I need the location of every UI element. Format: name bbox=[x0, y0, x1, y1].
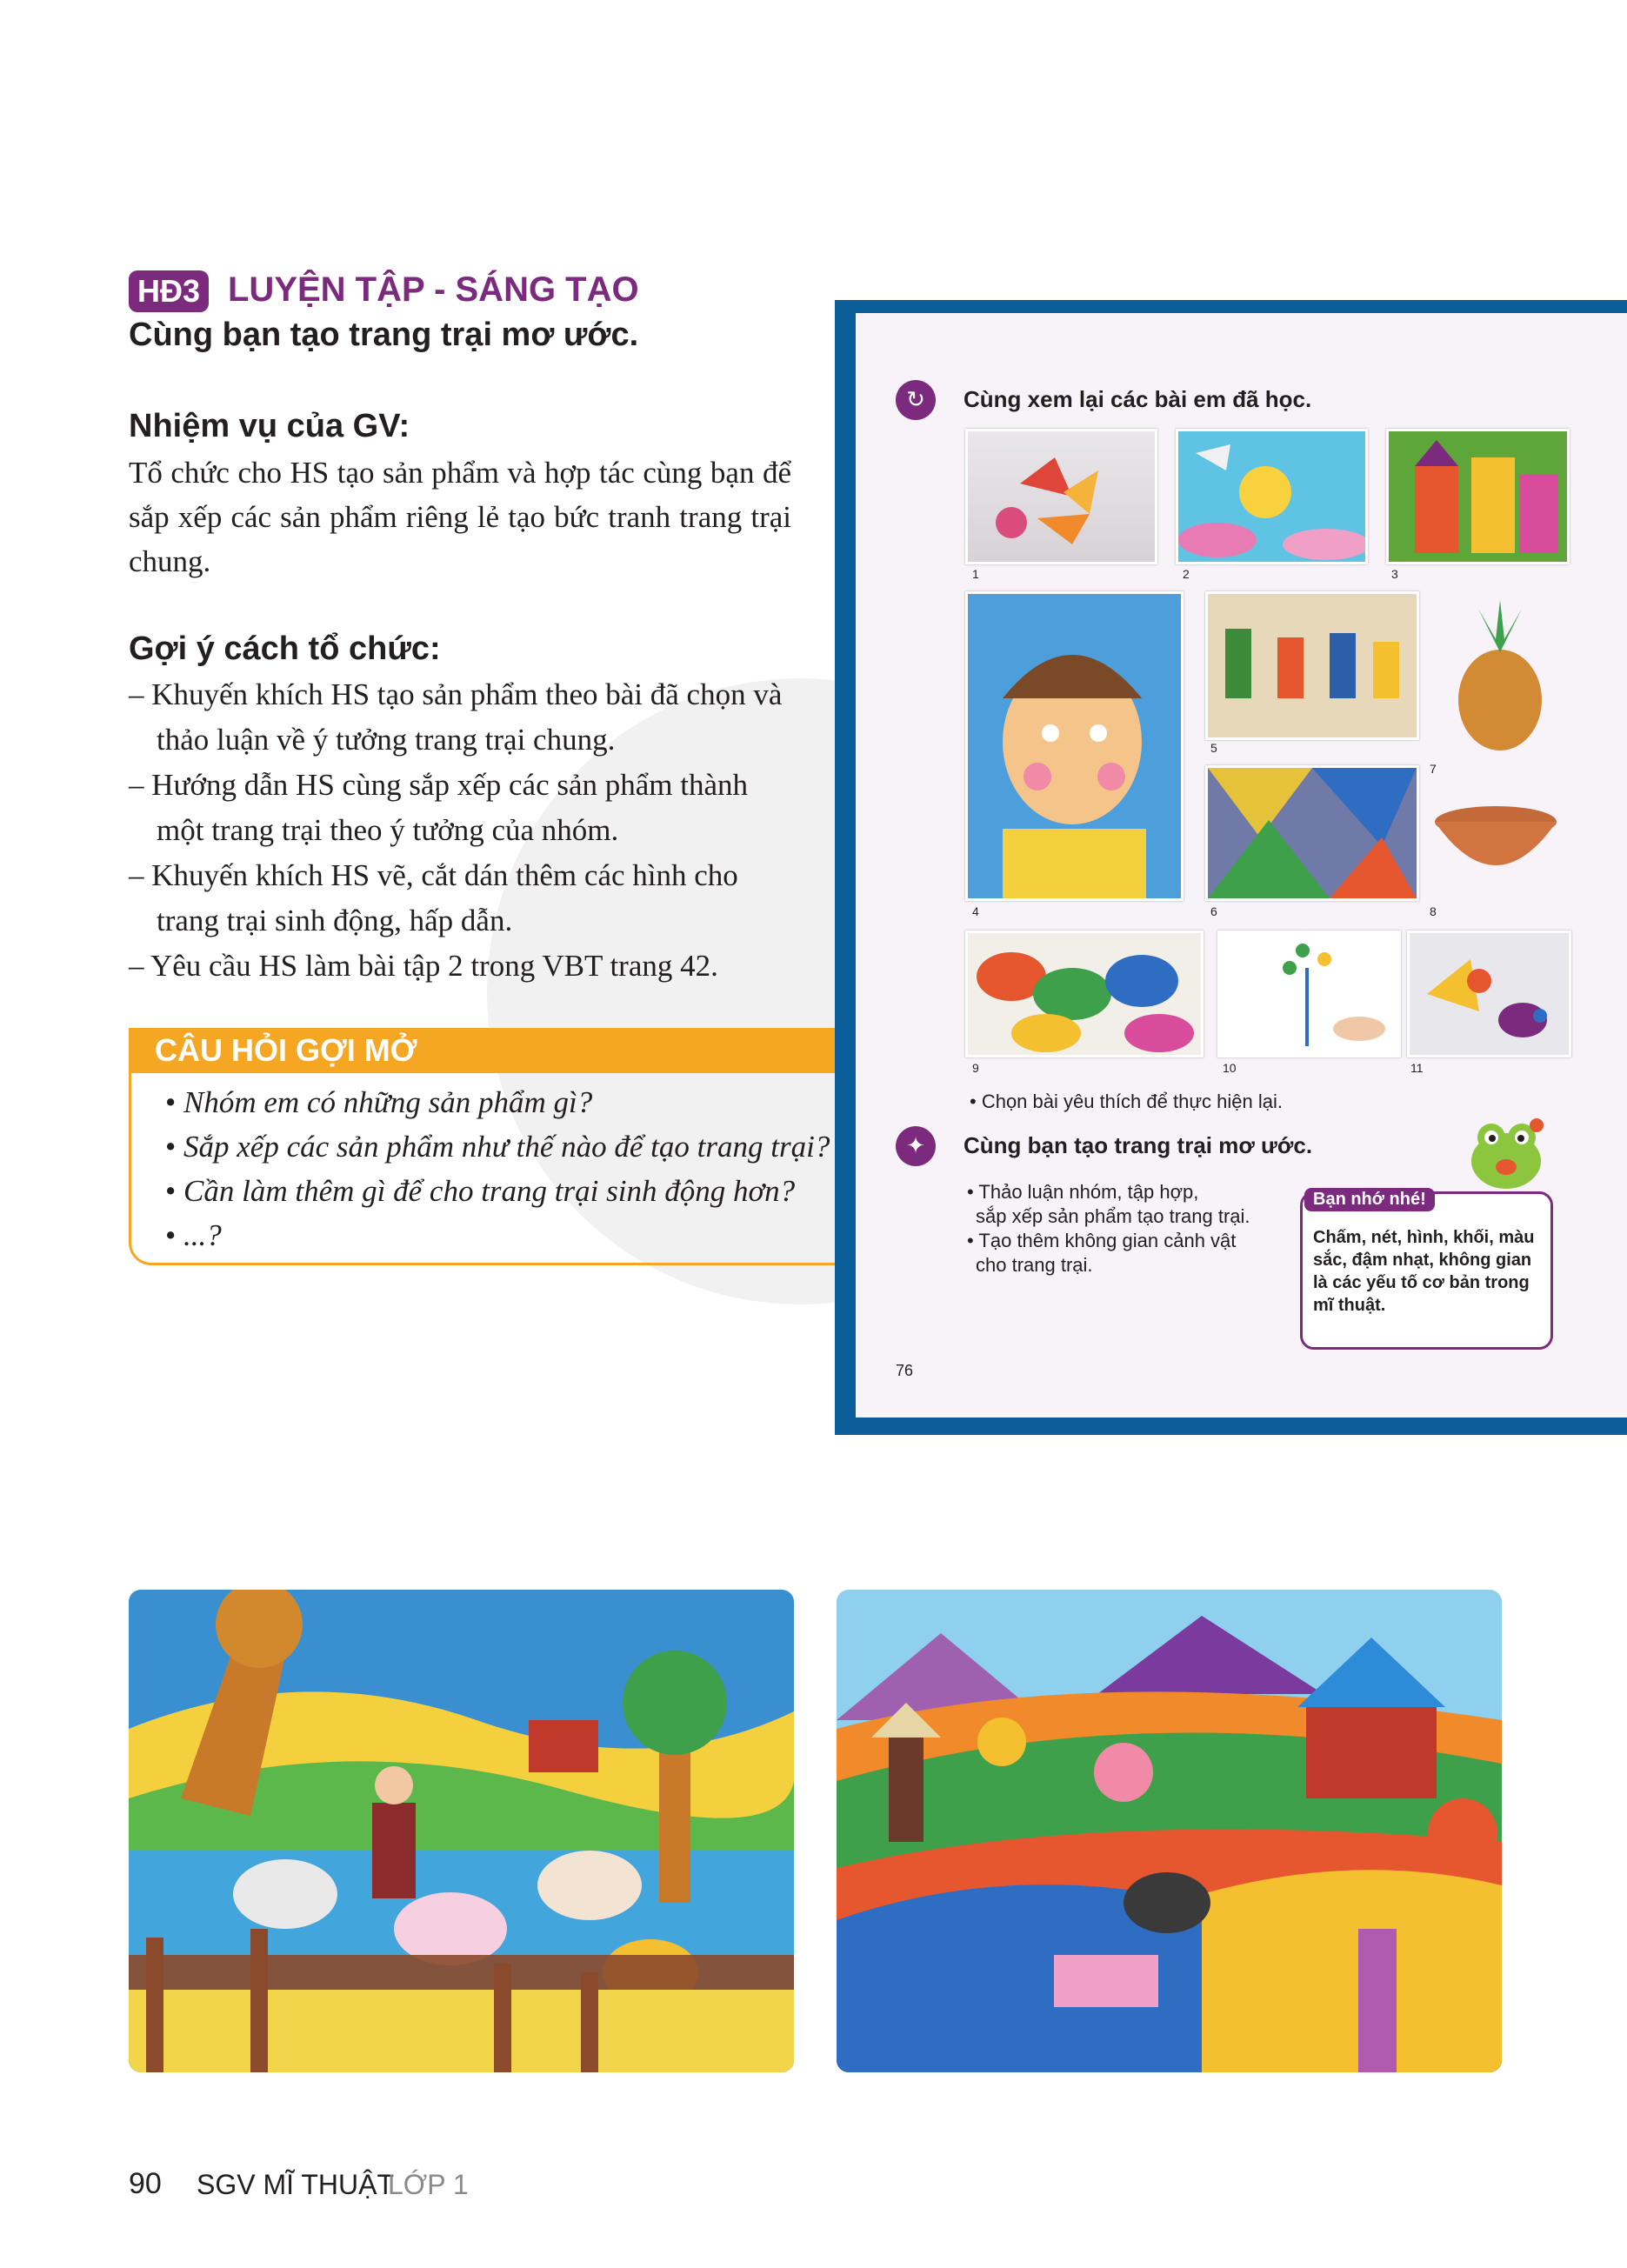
farm-section-title: Cùng bạn tạo trang trại mơ ước. bbox=[964, 1132, 1313, 1158]
suggestion-item: – Khuyến khích HS tạo sản phẩm theo bài đã chọn và thảo luận về ý tưởng trang trại chung. bbox=[129, 677, 783, 757]
instruction-line: sắp xếp sản phẩm tạo trang trại. bbox=[976, 1205, 1250, 1227]
frog-mascot-icon bbox=[1465, 1113, 1548, 1191]
suggestion-item: – Khuyến khích HS vẽ, cắt dán thêm các hình cho trang trại sinh động, hấp dẫn. bbox=[129, 858, 738, 937]
suggestions-heading: Gợi ý cách tổ chức: bbox=[129, 630, 441, 667]
artwork-thumbnail bbox=[1176, 429, 1368, 564]
thumb-number: 9 bbox=[972, 1061, 979, 1075]
artwork-thumbnail bbox=[965, 591, 1184, 901]
textbook-page-number: 76 bbox=[896, 1362, 914, 1379]
thumb-number: 6 bbox=[1210, 904, 1217, 918]
review-title: Cùng xem lại các bài em đã học. bbox=[964, 386, 1312, 412]
thumb-number: 4 bbox=[972, 904, 979, 918]
question-item: • Sắp xếp các sản phẩm như thế nào để tạo trang trại? bbox=[165, 1124, 830, 1169]
note-text: Chấm, nét, hình, khối, màu sắc, đậm nhạt, không gian là các yếu tố cơ bản trong mĩ thuật. bbox=[1313, 1228, 1535, 1315]
farm-painting-house bbox=[837, 1590, 1502, 2072]
footer-grade: LỚP 1 bbox=[388, 2169, 469, 2200]
farm-painting-sheep bbox=[129, 1590, 794, 2072]
artwork-thumbnail bbox=[1386, 429, 1570, 564]
thumb-number: 3 bbox=[1391, 567, 1398, 581]
question-item: • Cần làm thêm gì để cho trang trại sinh động hơn? bbox=[165, 1169, 830, 1213]
artwork-thumbnail bbox=[1205, 765, 1419, 901]
artwork-thumbnail bbox=[1426, 787, 1565, 896]
artwork-thumbnail bbox=[1407, 931, 1571, 1057]
thumb-number: 5 bbox=[1210, 741, 1217, 755]
thumb-number: 7 bbox=[1430, 762, 1437, 776]
activity-badge: HĐ3 bbox=[129, 270, 209, 312]
artwork-thumbnail bbox=[1205, 591, 1419, 740]
lightbulb-icon: ✦ bbox=[896, 1126, 936, 1166]
footer-book-title: SGV MĨ THUẬT bbox=[197, 2169, 394, 2200]
artwork-thumbnail bbox=[965, 429, 1157, 564]
suggestion-item: – Hướng dẫn HS cùng sắp xếp các sản phẩm thành một trang trại theo ý tưởng của nhóm. bbox=[129, 768, 749, 847]
choose-caption: • Chọn bài yêu thích để thực hiện lại. bbox=[970, 1091, 1283, 1112]
questions-heading: CÂU HỎI GỢI MỞ bbox=[155, 1032, 417, 1068]
teacher-task-text: Tổ chức cho HS tạo sản phẩm và hợp tác cùng bạn để sắp xếp các sản phẩm riêng lẻ tạo bức tranh trang trại chung. bbox=[129, 456, 791, 578]
thumb-number: 2 bbox=[1183, 567, 1190, 581]
suggestion-item: – Yêu cầu HS làm bài tập 2 trong VBT trang 42. bbox=[129, 949, 718, 983]
teacher-task-heading: Nhiệm vụ của GV: bbox=[129, 408, 410, 444]
artwork-thumbnail bbox=[1435, 600, 1565, 752]
activity-title: LUYỆN TẬP - SÁNG TẠO bbox=[228, 270, 639, 309]
question-item: • ...? bbox=[165, 1213, 830, 1257]
page-number: 90 bbox=[129, 2167, 162, 2200]
instruction-line: • Tạo thêm không gian cảnh vật bbox=[967, 1230, 1237, 1251]
thumb-number: 1 bbox=[972, 567, 979, 581]
suggestions-list bbox=[129, 672, 791, 989]
review-icon: ↻ bbox=[896, 380, 936, 420]
thumb-number: 10 bbox=[1223, 1061, 1237, 1075]
activity-subtitle: Cùng bạn tạo trang trại mơ ước. bbox=[129, 317, 639, 353]
artwork-thumbnail bbox=[965, 931, 1204, 1057]
instruction-line: • Thảo luận nhóm, tập hợp, bbox=[967, 1181, 1199, 1203]
questions-list bbox=[165, 1080, 830, 1257]
question-item: • Nhóm em có những sản phẩm gì? bbox=[165, 1080, 830, 1124]
note-tag: Bạn nhớ nhé! bbox=[1304, 1188, 1435, 1211]
thumb-number: 11 bbox=[1410, 1061, 1424, 1075]
thumb-number: 8 bbox=[1430, 904, 1437, 918]
artwork-thumbnail bbox=[1217, 931, 1401, 1057]
instruction-line: cho trang trại. bbox=[976, 1254, 1093, 1276]
